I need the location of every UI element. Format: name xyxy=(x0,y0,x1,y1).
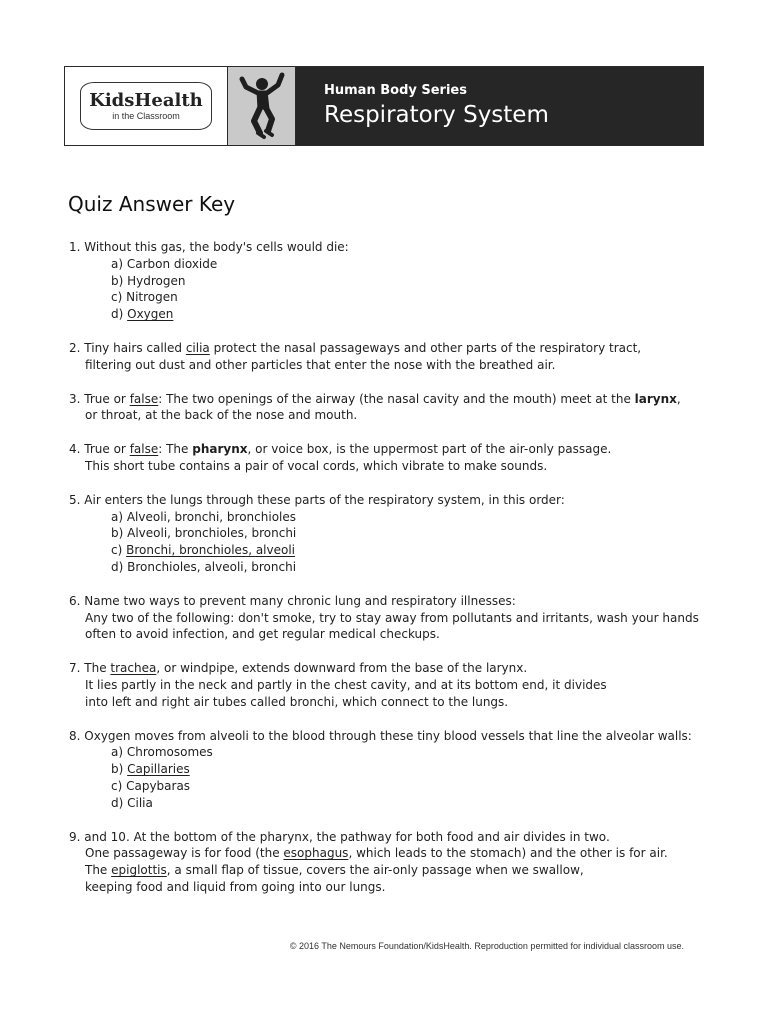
question-text: , or voice box, is the uppermost part of the air-only passage. xyxy=(247,442,612,457)
question-number: 5. xyxy=(69,492,81,507)
question-text: True or xyxy=(84,391,130,406)
page-header xyxy=(64,66,704,146)
option-b: b) Alveoli, bronchioles, bronchi xyxy=(111,526,297,541)
question-2 xyxy=(69,340,709,374)
option-b xyxy=(69,761,709,778)
question-text: , xyxy=(676,391,681,406)
question-1 xyxy=(69,239,709,323)
option-d: d) Bronchioles, alveoli, bronchi xyxy=(111,559,297,574)
logo-area xyxy=(65,67,228,145)
question-8 xyxy=(69,728,709,812)
question-text: into left and right air tubes called bronchi, which connect to the lungs. xyxy=(85,694,509,709)
question-text: This short tube contains a pair of vocal cords, which vibrate to make sounds. xyxy=(85,458,548,473)
question-4 xyxy=(69,441,709,475)
option-a: a) Alveoli, bronchi, bronchioles xyxy=(111,509,296,524)
question-3 xyxy=(69,391,709,425)
question-number: 9. xyxy=(69,829,81,844)
question-text: One passageway is for food (the xyxy=(85,846,284,861)
question-text: Oxygen moves from alveoli to the blood through these tiny blood vessels that line the alveolar walls: xyxy=(84,728,692,743)
option-letter: d) xyxy=(111,307,128,322)
answer-text: often to avoid infection, and get regular medical checkups. xyxy=(85,627,440,642)
question-number: 2. xyxy=(69,340,81,355)
key-term: larynx xyxy=(634,391,677,406)
question-text: and 10. At the bottom of the pharynx, the pathway for both food and air divides in two. xyxy=(84,829,610,844)
series-name: Human Body Series xyxy=(324,83,467,98)
question-9-10 xyxy=(69,829,709,896)
correct-answer: Bronchi, bronchioles, alveoli xyxy=(126,543,296,558)
correct-answer: trachea xyxy=(110,661,157,676)
question-text: True or xyxy=(84,442,130,457)
copyright-footer: © 2016 The Nemours Foundation/KidsHealth. Reproduction permitted for individual classroom use. xyxy=(289,941,684,951)
kidshealth-logo xyxy=(80,82,212,130)
question-text: The xyxy=(85,863,112,878)
question-text: , which leads to the stomach) and the other is for air. xyxy=(348,846,668,861)
question-number: 6. xyxy=(69,593,81,608)
question-text: filtering out dust and other particles that enter the nose with the breathed air. xyxy=(85,357,556,372)
correct-answer: epiglottis xyxy=(111,863,167,878)
correct-answer: false xyxy=(129,391,159,406)
quiz-list xyxy=(69,239,709,896)
question-text xyxy=(69,845,709,862)
question-text: : The xyxy=(158,442,193,457)
option-letter: c) xyxy=(111,543,127,558)
question-text: protect the nasal passageways and other parts of the respiratory tract, xyxy=(209,340,642,355)
correct-answer: Capillaries xyxy=(127,762,190,777)
jumping-kid-silhouette xyxy=(234,69,290,143)
question-5 xyxy=(69,492,709,576)
question-text: Tiny hairs called xyxy=(84,340,186,355)
option-a: a) Chromosomes xyxy=(111,745,213,760)
question-7 xyxy=(69,660,709,710)
option-c: c) Capybaras xyxy=(111,778,191,793)
correct-answer: cilia xyxy=(185,340,210,355)
question-text: , a small flap of tissue, covers the air-only passage when we swallow, xyxy=(166,863,584,878)
question-text: The xyxy=(84,661,111,676)
correct-answer: esophagus xyxy=(283,846,349,861)
question-number: 8. xyxy=(69,728,81,743)
question-number: 1. xyxy=(69,240,81,254)
option-c xyxy=(69,542,709,559)
answer-text: Any two of the following: don't smoke, try to stay away from pollutants and irritants, wash your hands xyxy=(85,610,699,625)
question-text: Air enters the lungs through these parts of the respiratory system, in this order: xyxy=(84,492,565,507)
question-text: Without this gas, the body's cells would die: xyxy=(84,240,349,254)
question-text: , or windpipe, extends downward from the base of the larynx. xyxy=(156,661,528,676)
question-6 xyxy=(69,593,709,643)
document-title: Respiratory System xyxy=(324,102,549,128)
correct-answer: Oxygen xyxy=(127,307,174,322)
option-d: d) Cilia xyxy=(111,795,153,810)
option-a: a) Carbon dioxide xyxy=(111,256,218,271)
option-d xyxy=(69,306,709,323)
key-term: pharynx xyxy=(192,442,248,457)
question-text: It lies partly in the neck and partly in the chest cavity, and at its bottom end, it divides xyxy=(85,677,607,692)
question-text: Name two ways to prevent many chronic lung and respiratory illnesses: xyxy=(84,593,516,608)
question-number: 3. xyxy=(69,391,81,406)
correct-answer: false xyxy=(129,442,159,457)
option-b: b) Hydrogen xyxy=(111,273,186,288)
question-number: 4. xyxy=(69,442,81,457)
question-text xyxy=(69,862,709,879)
jumping-kid-icon xyxy=(228,67,296,145)
option-letter: b) xyxy=(111,762,128,777)
question-text: or throat, at the back of the nose and mouth. xyxy=(85,408,358,423)
option-c: c) Nitrogen xyxy=(111,290,178,305)
logo-name: KidsHealth xyxy=(89,89,203,111)
question-text: keeping food and liquid from going into our lungs. xyxy=(85,879,386,894)
page-heading: Quiz Answer Key xyxy=(68,192,236,216)
question-number: 7. xyxy=(69,661,81,676)
title-banner xyxy=(296,67,703,145)
logo-subtitle: in the Classroom xyxy=(112,110,180,121)
question-text: : The two openings of the airway (the nasal cavity and the mouth) meet at the xyxy=(158,391,635,406)
